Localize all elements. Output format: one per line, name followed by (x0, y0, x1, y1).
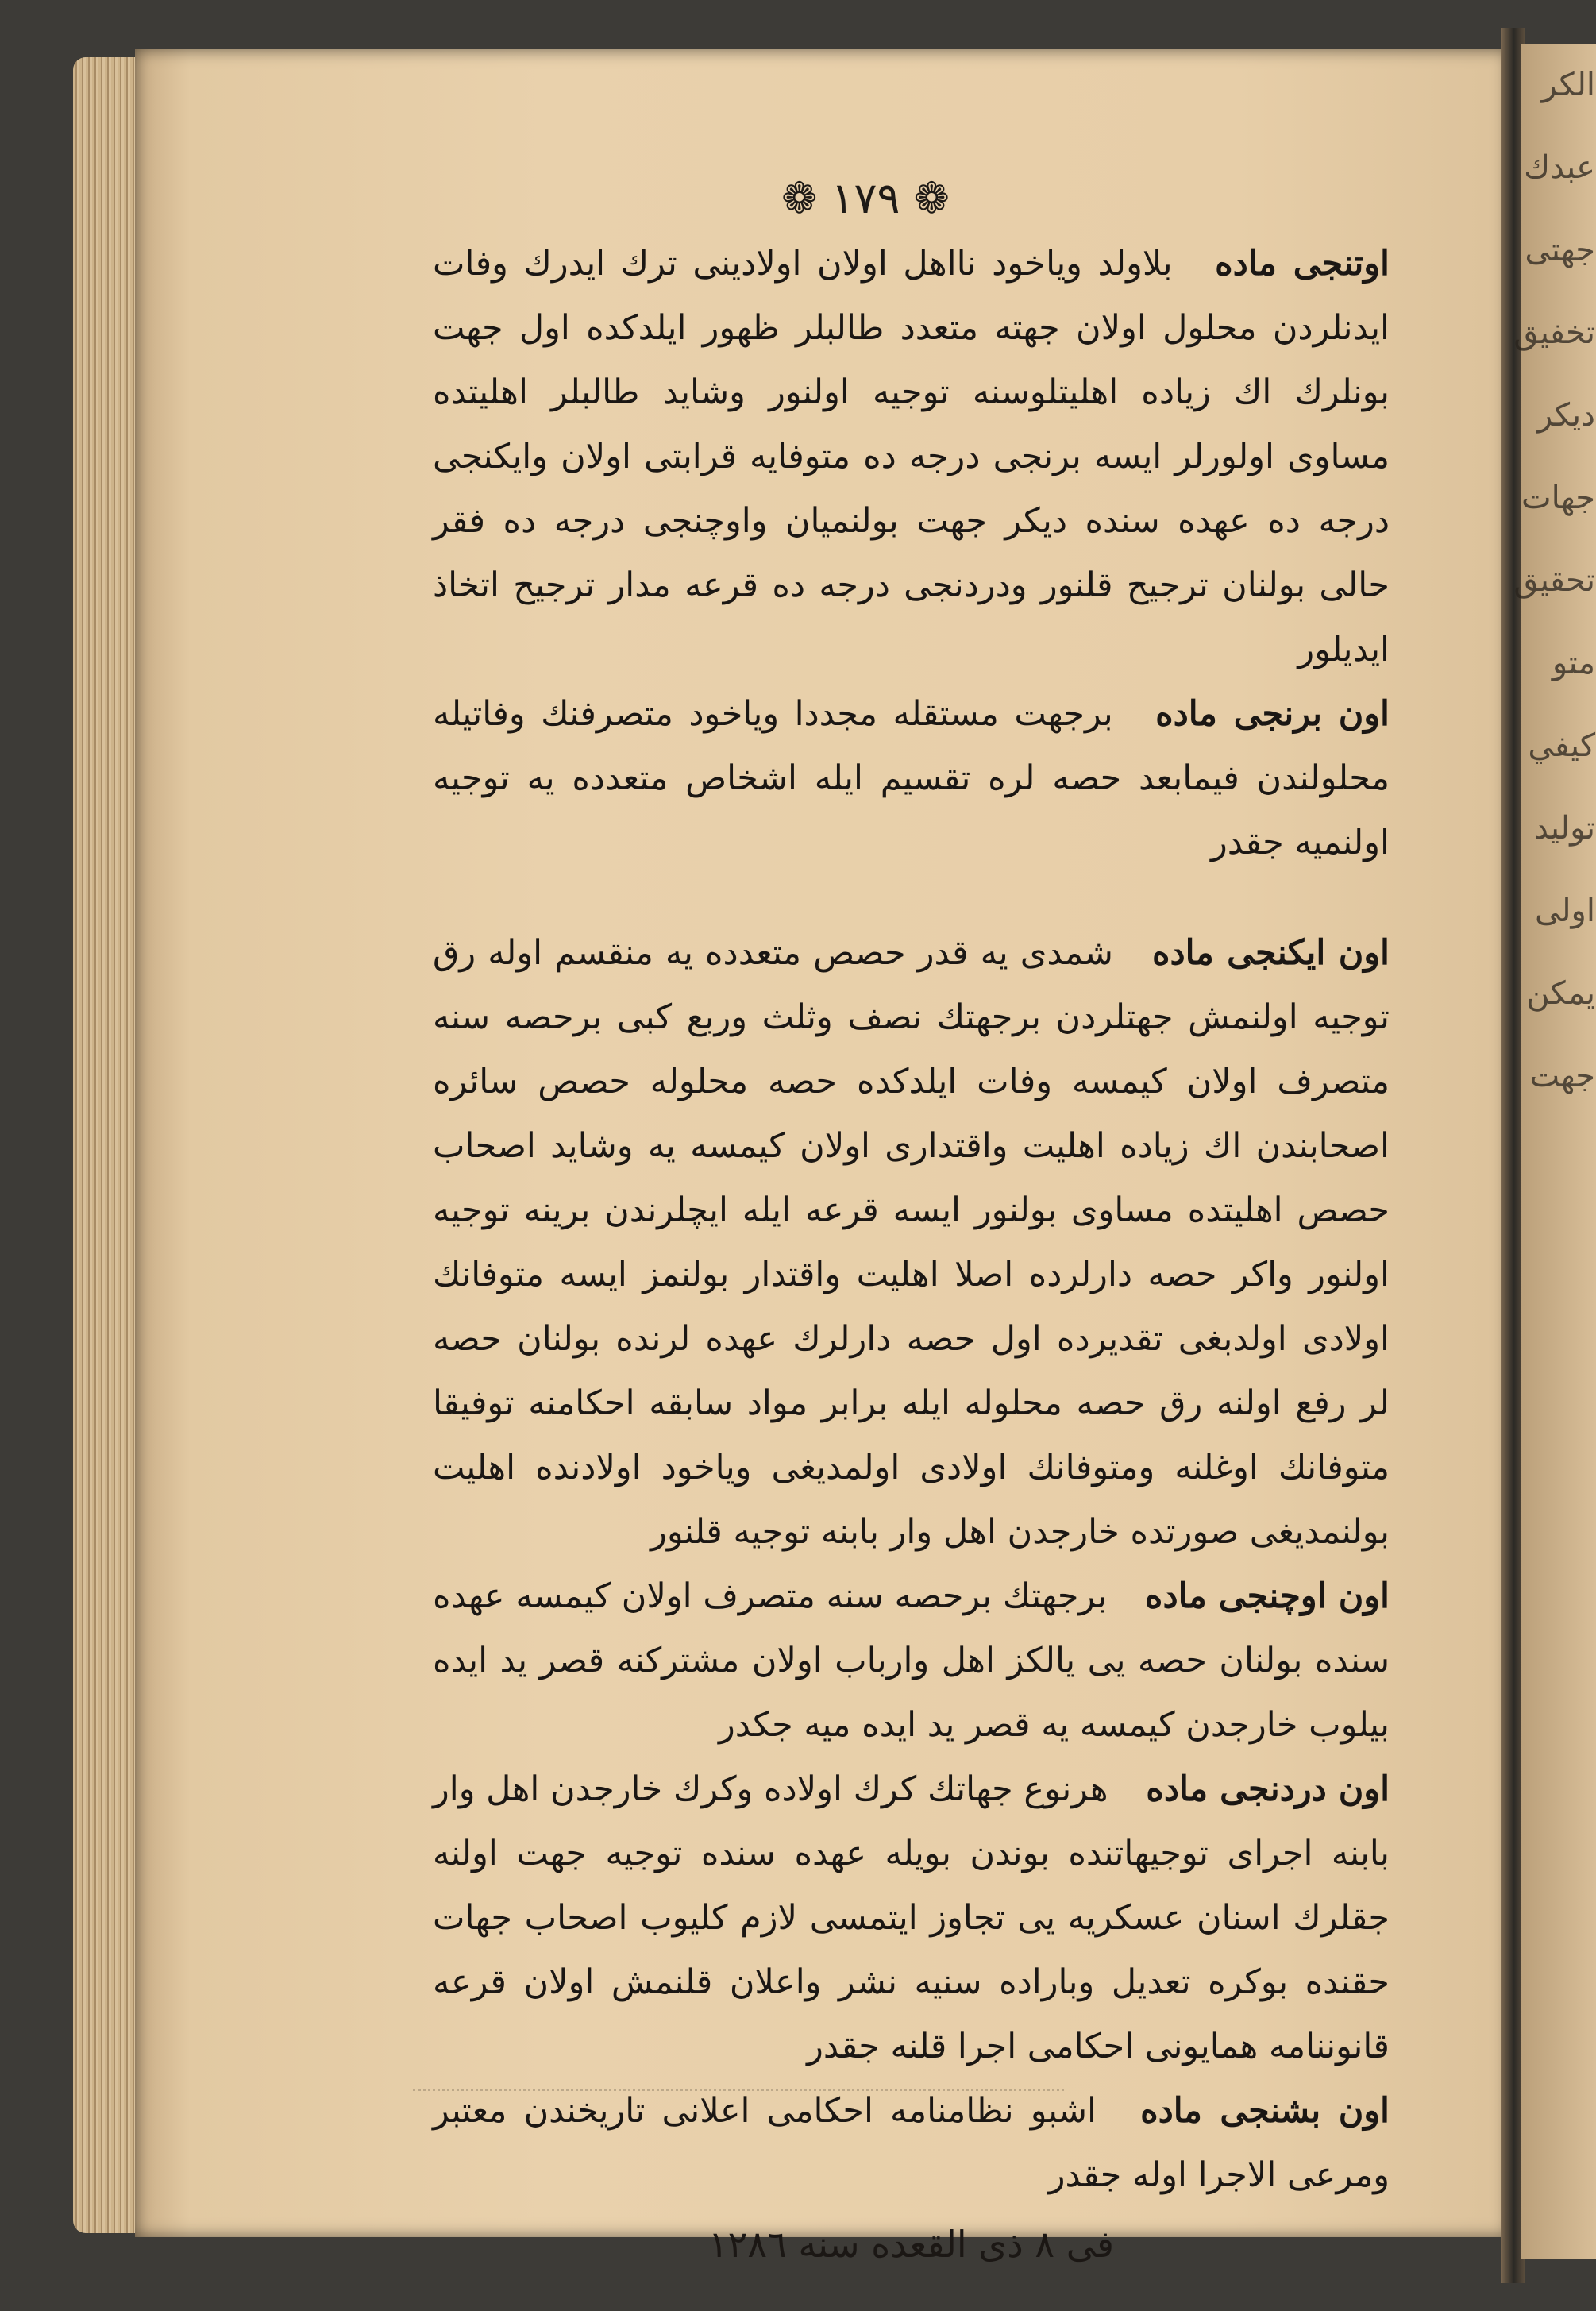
facing-page-text: الكر عبدك جهتى تخفيق ديكر جهات تحقيق متو كيفي توليد اولى يمكن جهت (1513, 67, 1595, 1094)
article-14 (433, 1757, 1390, 2079)
article-10 (433, 232, 1390, 682)
date-line: فى ٨ ذى القعده سنه ١٢٨٦ (707, 2223, 1115, 2266)
article-heading: اون برنجى ماده (1155, 694, 1390, 734)
article-heading: اون بشنجى ماده (1140, 2091, 1390, 2131)
article-15 (433, 2079, 1390, 2208)
article-13 (433, 1564, 1390, 1757)
article-heading: اوتنجی ماده (1215, 244, 1390, 284)
article-text: اشبو نظامنامه احكامى اعلانى تاريخندن معتبر ومرعى الاجرا اوله جقدر (433, 2091, 1390, 2195)
article-11 (433, 682, 1390, 875)
page-body (433, 232, 1390, 2277)
print-smudge (413, 2065, 1064, 2091)
article-text: بلاولد وياخود نااهل اولان اولادينى ترك ايدرك وفات ايدنلردن محلول اولان جهته متعدد طالبلر ظهور ايلدكده اول جهت بونلرك اك زياده اهليتلوسنه توجيه اولنور وشايد طالبلر اهليتده مساوى اولورلر ايسه برنجى درجه ده متوفايه قرابتى اولان وايكنجى درجه ده عهده سنده ديكر جهت بولنميان واوچنجى درجه ده فقر حالى بولنان ترجيح قلنور ودردنجى درجه ده قرعه مدار ترجيح اتخاذ ايديلور (433, 244, 1390, 669)
facing-page-edge (1513, 44, 1596, 2259)
article-text: برجهت مستقله مجددا وياخود متصرفنك وفاتيله محلولندن فيمابعد حصه لره تقسيم ايله اشخاص متعدده يه توجيه اولنميه جقدر (433, 694, 1390, 862)
article-heading: اون ايكنجى ماده (1151, 933, 1390, 973)
article-heading: اون اوچنجى ماده (1144, 1576, 1390, 1616)
article-text: برجهتك برحصه سنه متصرف اولان كيمسه عهده سنده بولنان حصه يى يالكز اهل وارباب اولان مشتركنه قصر يد ايده بيلوب خارجدن كيمسه يه قصر يد ايده ميه جكدر (433, 1576, 1390, 1745)
page-number: ❁ ۱۷۹ ❁ (781, 173, 950, 223)
article-12 (433, 921, 1390, 1564)
article-text: شمدى يه قدر حصص متعدده يه منقسم اوله رق توجيه اولنمش جهتلردن برجهتك نصف وثلث وربع كبى برحصه سنه متصرف اولان كيمسه وفات ايلدكده حصه محلوله حصص سائره اصحابندن اك زياده اهليت واقتدارى اولان كيمسه يه وشايد اصحاب حصص اهليتده مساوى بولنور ايسه قرعه ايله ايچلرندن برينه توجيه اولنور واكر حصه دارلرده اصلا اهليت واقتدار بولنمز ايسه متوفانك اولادى اولدبغى تقديرده اول حصه دارلرك عهده لرنده بولنان حصه لر رفع اولنه رق حصه محلوله ايله برابر مواد سابقه احكامنه توفيقا متوفانك اوغلنه ومتوفانك اولادى اولمديغى وياخود اولادنده اهليت بولنمديغى صورتده خارجدن اهل وار بابنه توجيه قلنور (433, 933, 1390, 1552)
article-text: هرنوع جهاتك كرك اولاده وكرك خارجدن اهل وار بابنه اجراى توجيهاتنده بوندن بويله عهده سنده توجيه جهت اولنه جقلرك اسنان عسكريه يى تجاوز ايتمسى لازم كليوب اصحاب جهات حقنده بوكره تعديل وباراده سنيه نشر واعلان قلنمش اولان قرعه قانوننامه همايونى احكامى اجرا قلنه جقدر (433, 1769, 1390, 2066)
article-heading: اون دردنجى ماده (1146, 1769, 1390, 1809)
